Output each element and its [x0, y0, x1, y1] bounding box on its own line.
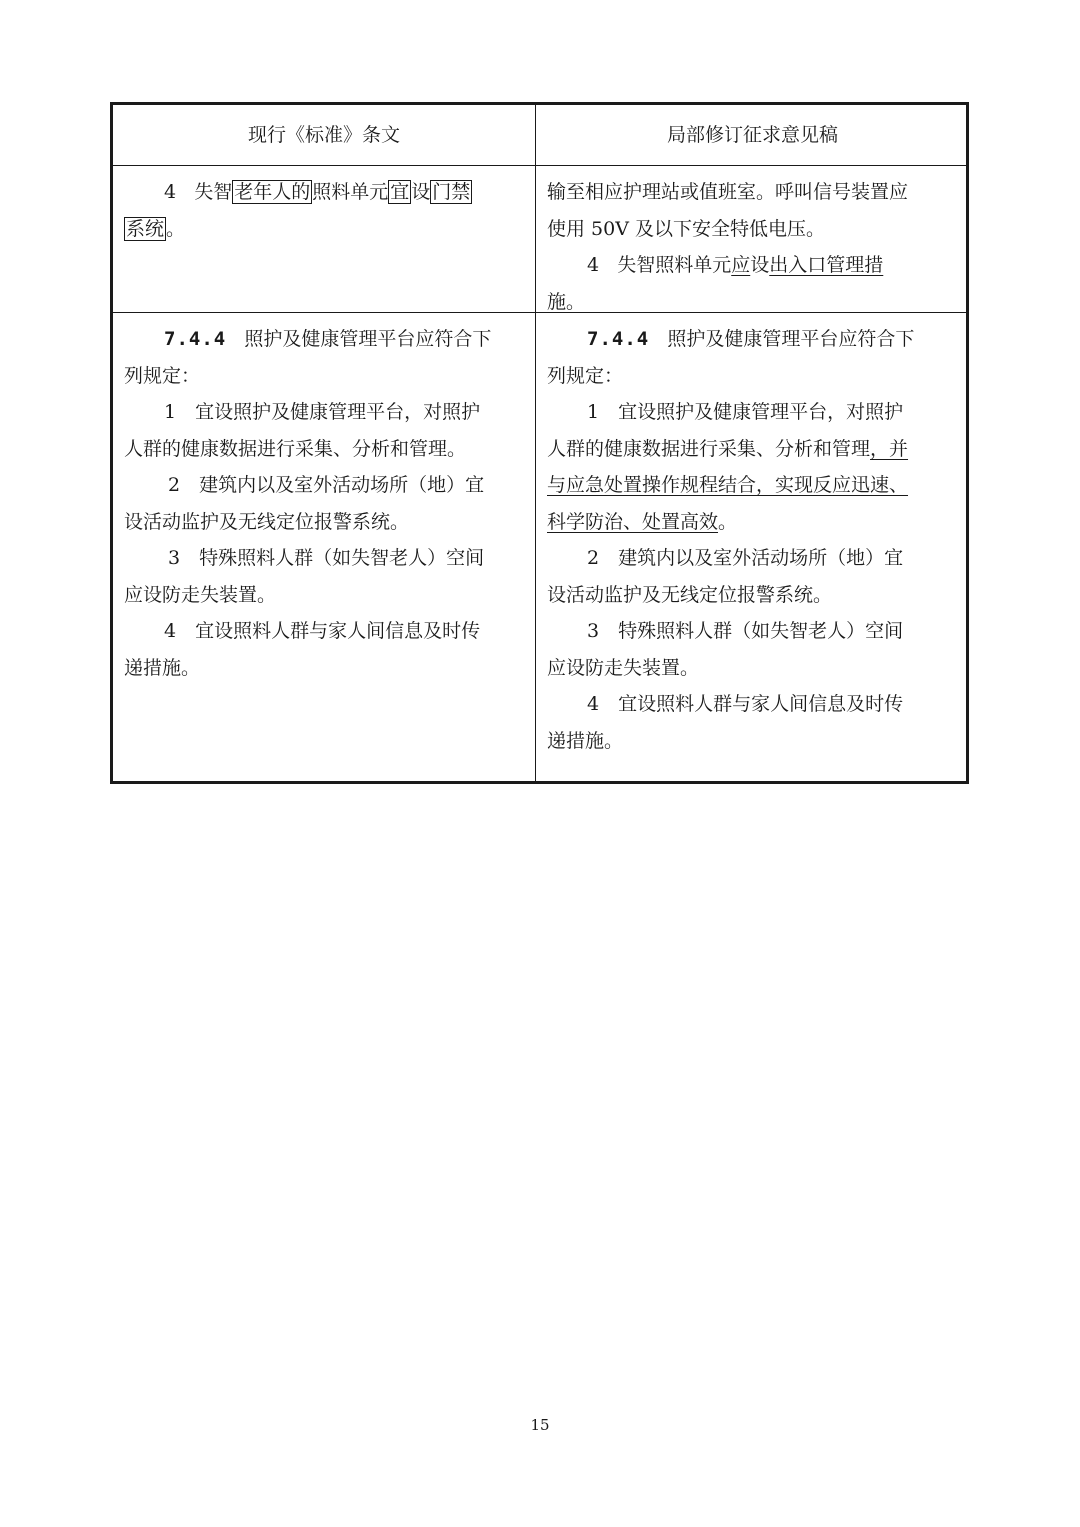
revision-comparison-table: [110, 102, 969, 784]
text-line: 4 宜设照料人群与家人间信息及时传: [587, 693, 904, 715]
row1-left-line1: 4 失智 老年人的 照料单元 宜 设 门禁: [164, 181, 471, 203]
boxed-text: 系统: [126, 217, 165, 240]
underlined-text: 与应急处置操作规程结合，实现反应迅速、: [547, 474, 909, 496]
row1-right-line2: 使用 50V 及以下安全特低电压。: [547, 217, 825, 240]
text-line: 1 宜设照护及健康管理平台，对照护: [164, 401, 481, 423]
page-number: 15: [530, 1416, 550, 1434]
row1-right-line4: 施。: [547, 290, 586, 313]
underlined-text: 施: [547, 290, 567, 313]
underlined-text: ，并: [870, 437, 909, 460]
boxed-text: 宜: [390, 181, 410, 203]
row2-revision-text: [547, 321, 961, 759]
row1-right-line3: 4 失智照料单元应设出入口管理措: [587, 254, 884, 276]
text-line: 2 建筑内以及室外活动场所（地）宜: [168, 474, 485, 496]
text-line: 递措施。: [547, 729, 624, 752]
text-line: 3 特殊照料人群（如失智老人）空间: [587, 620, 904, 642]
boxed-text: 门禁: [432, 181, 471, 203]
clause-number: 7.4.4: [164, 328, 227, 350]
text-line: 人群的健康数据进行采集、分析和管理，并: [547, 437, 909, 460]
header-current-standard: 现行《标准》条文: [247, 124, 400, 146]
text-line: 2 建筑内以及室外活动场所（地）宜: [587, 547, 904, 569]
clause-heading: 7.4.4 照护及健康管理平台应符合下: [164, 328, 492, 350]
text-line: 递措施。: [124, 656, 201, 679]
text-line: 人群的健康数据进行采集、分析和管理。: [124, 437, 467, 460]
text-line: 3 特殊照料人群（如失智老人）空间: [168, 547, 485, 569]
underlined-text: 应: [731, 254, 751, 276]
underlined-text: 科学防治、处置高效: [547, 510, 719, 533]
row1-left-line2: 系统 。: [126, 217, 186, 240]
clause-number: 7.4.4: [587, 328, 650, 350]
text-line: 设活动监护及无线定位报警系统。: [547, 583, 833, 606]
text-line: [547, 467, 961, 504]
text-line: 设活动监护及无线定位报警系统。: [124, 510, 410, 533]
header-divider: [113, 165, 966, 166]
header-revision-draft: 局部修订征求意见稿: [666, 124, 838, 146]
text-line: 列规定：: [547, 364, 624, 387]
text-line: 1 宜设照护及健康管理平台，对照护: [587, 401, 904, 423]
row1-current-text: [124, 174, 527, 247]
underlined-text: 出入口管理措: [769, 254, 884, 276]
text-line: 科学防治、处置高效。: [547, 510, 738, 533]
row1-revision-text: [547, 174, 961, 320]
row1-right-line1: 输至相应护理站或值班室。呼叫信号装置应: [547, 181, 909, 203]
clause-heading: 7.4.4 照护及健康管理平台应符合下: [587, 328, 915, 350]
text-line: 应设防走失装置。: [547, 656, 700, 679]
text-line: 列规定：: [124, 364, 201, 387]
row2-current-text: [124, 321, 527, 686]
text-line: 应设防走失装置。: [124, 583, 277, 606]
column-divider: [535, 105, 536, 781]
boxed-text: 老年人的: [234, 181, 311, 203]
text-line: 4 宜设照料人群与家人间信息及时传: [164, 620, 481, 642]
